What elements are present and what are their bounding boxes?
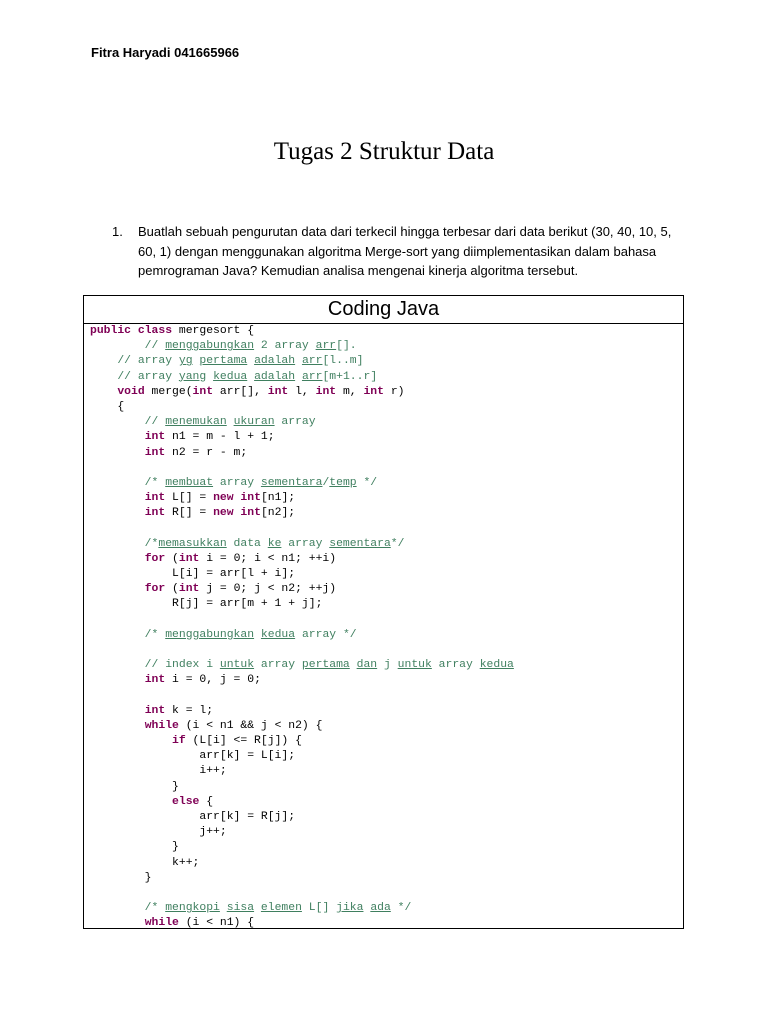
code-token: arr [315, 340, 337, 353]
code-token: []. [336, 340, 357, 353]
code-token: ( [165, 552, 179, 565]
code-line [90, 430, 683, 445]
code-token: new [213, 492, 234, 505]
code-token: [n2]; [260, 507, 296, 520]
code-token: L[] = [165, 492, 214, 505]
code-token: void [117, 385, 145, 398]
code-line [90, 916, 683, 929]
code-token: // [90, 340, 166, 353]
code-token: while [144, 917, 179, 929]
code-token: int [144, 492, 166, 505]
code-token: pertama [199, 355, 248, 368]
code-token: menggabungkan [165, 340, 255, 353]
code-token: j++; [90, 826, 227, 839]
code-line [90, 901, 683, 916]
code-token: int [240, 507, 261, 520]
code-token: kedua [213, 370, 248, 383]
code-token: menggabungkan [165, 628, 255, 641]
code-line [90, 749, 683, 764]
code-token: */ [390, 902, 412, 915]
code-token [90, 507, 145, 519]
code-token: R[] = [165, 507, 214, 520]
code-token: /* [90, 476, 166, 489]
question-text: Buatlah sebuah pengurutan data dari terkecil hingga terbesar dari data berikut (30, 40, 10, 5, 60, 1) dengan menggunakan algoritma Merge-sort yang diimplementasikan dalam bahasa pemrograman Java? Kemudian analisa mengenai kinerja algoritma tersebut. [138, 224, 672, 278]
code-token: while [144, 719, 179, 732]
code-token: } [90, 871, 152, 884]
code-token: L[] [301, 902, 337, 915]
code-token: int [192, 385, 214, 398]
code-token [90, 492, 145, 504]
code-line [90, 643, 683, 658]
code-token: / [322, 476, 330, 489]
code-token: k = l; [165, 704, 214, 717]
code-token: // index i [90, 659, 220, 672]
code-line [90, 719, 683, 734]
code-token: int [144, 431, 166, 444]
code-token: int [363, 385, 384, 398]
code-token: arr [301, 370, 323, 383]
code-token: (L[i] <= R[j]) { [185, 735, 302, 748]
code-line [90, 689, 683, 704]
code-line [90, 613, 683, 628]
code-token: array [274, 416, 316, 429]
code-token: [n1]; [260, 492, 296, 505]
code-token: adalah [254, 355, 296, 368]
code-line [90, 552, 683, 567]
code-token: menemukan [165, 416, 227, 429]
code-token: int [144, 446, 166, 459]
code-token: kedua [260, 628, 296, 641]
code-token: R[j] = arr[m + 1 + j]; [90, 598, 323, 611]
code-token [350, 659, 357, 671]
code-token: arr[k] = R[j]; [90, 811, 296, 823]
code-line [90, 354, 683, 369]
code-token: int [267, 385, 289, 398]
code-line [90, 582, 683, 597]
author-name: Fitra Haryadi 041665966 [91, 45, 240, 60]
code-token: // array [90, 355, 179, 368]
code-token: if [172, 735, 186, 748]
code-token [90, 720, 145, 732]
code-token: array [281, 537, 330, 550]
code-line [90, 370, 683, 385]
code-token: ( [165, 583, 179, 596]
code-token: untuk [219, 659, 255, 672]
code-token: (i < n1) { [178, 917, 255, 929]
code-token: array [431, 659, 480, 672]
code-table-header: Coding Java [84, 296, 683, 324]
code-token: mengkopi [165, 902, 220, 915]
code-token: temp [329, 476, 357, 489]
code-token [90, 431, 145, 443]
code-token: kedua [479, 659, 514, 672]
question-item [112, 222, 692, 281]
code-token: (i < n1 && j < n2) { [178, 719, 323, 732]
code-line [90, 673, 683, 688]
code-token: /* [90, 628, 166, 641]
document-title: Tugas 2 Struktur Data [273, 138, 495, 165]
code-line [90, 856, 683, 871]
code-token [90, 447, 145, 459]
code-token: L[i] = arr[l + i]; [90, 568, 296, 580]
code-token: r) [383, 385, 405, 398]
code-token: ke [267, 537, 282, 550]
code-token: j = 0; j < n2; ++j) [199, 583, 337, 596]
code-token: pertama [301, 659, 350, 672]
code-line [90, 324, 683, 339]
code-line [90, 734, 683, 749]
code-token [254, 902, 261, 914]
code-line [90, 461, 683, 476]
code-token: int [178, 552, 200, 565]
code-token: dan [356, 659, 378, 672]
code-token: yg [178, 355, 193, 368]
code-line [90, 871, 683, 886]
code-token: else [172, 795, 200, 808]
code-token: array [213, 476, 261, 489]
code-token: j [377, 659, 398, 672]
code-token: } [90, 780, 179, 793]
code-token: i++; [90, 765, 227, 778]
code-line [90, 840, 683, 855]
code-line [90, 476, 683, 491]
code-line [90, 658, 683, 673]
code-token: arr[k] = L[i]; [90, 750, 296, 763]
code-line [90, 506, 683, 521]
code-token: n2 = r - m; [165, 446, 248, 459]
code-line [90, 795, 683, 810]
code-token: int [144, 704, 166, 717]
code-token: [m+1..r] [322, 370, 378, 383]
code-line [90, 537, 683, 552]
code-token: { [199, 795, 214, 808]
code-token: for [144, 583, 166, 596]
code-token: */ [390, 537, 405, 550]
code-token: new [213, 507, 234, 520]
code-line [90, 810, 683, 825]
code-token: jika [336, 902, 364, 915]
code-token: sisa [226, 902, 255, 915]
code-token: arr [301, 355, 323, 368]
code-token: */ [356, 476, 378, 489]
code-token: l, [288, 385, 316, 398]
code-token: ukuran [233, 416, 275, 429]
code-block [84, 324, 683, 929]
code-token: /* [90, 537, 159, 550]
code-token: yang [178, 370, 207, 383]
code-token: n1 = m - l + 1; [165, 431, 275, 444]
code-token: int [178, 583, 200, 596]
code-token: int [240, 492, 261, 505]
code-line [90, 780, 683, 795]
code-token: int [315, 385, 337, 398]
code-token: data [226, 537, 268, 550]
code-token: merge( [144, 385, 193, 398]
code-line [90, 339, 683, 354]
code-line [90, 491, 683, 506]
code-token: k++; [90, 856, 200, 869]
code-token: for [144, 552, 166, 565]
code-token [227, 416, 234, 428]
code-line [90, 825, 683, 840]
question-number: 1. [112, 224, 123, 239]
code-token: int [144, 674, 166, 687]
code-token [90, 917, 145, 929]
code-token [90, 386, 117, 398]
code-line [90, 597, 683, 612]
code-token [90, 553, 145, 565]
code-table [83, 295, 684, 929]
code-token: untuk [397, 659, 432, 672]
code-line [90, 521, 683, 536]
code-line [90, 886, 683, 901]
code-line [90, 415, 683, 430]
code-token: m, [336, 385, 364, 398]
code-line [90, 567, 683, 582]
code-token: membuat [165, 476, 214, 489]
code-token [254, 629, 261, 641]
code-token [90, 705, 145, 717]
code-token: adalah [254, 370, 296, 383]
code-token: /* [90, 902, 166, 915]
code-token [295, 355, 302, 367]
code-token: memasukkan [158, 537, 227, 550]
code-token: i = 0; i < n1; ++i) [199, 552, 337, 565]
code-line [90, 764, 683, 779]
code-token: mergesort { [172, 325, 255, 337]
code-token: // [90, 416, 166, 429]
code-token: } [90, 841, 179, 854]
code-line [90, 446, 683, 461]
code-token [90, 583, 145, 595]
code-line [90, 385, 683, 400]
code-line [90, 628, 683, 643]
code-token: int [144, 507, 166, 520]
code-token [90, 674, 145, 686]
code-token: { [90, 400, 125, 413]
code-token [90, 735, 172, 747]
code-token: [l..m] [322, 355, 364, 368]
code-token: public class [90, 325, 173, 337]
code-line [90, 704, 683, 719]
code-token [295, 371, 302, 383]
code-token: arr[], [213, 385, 268, 398]
code-token [90, 796, 172, 808]
code-token: i = 0, j = 0; [165, 674, 261, 687]
code-token: // array [90, 370, 179, 383]
code-token: ada [370, 902, 391, 915]
code-line [90, 400, 683, 415]
code-token: elemen [260, 902, 302, 915]
code-token: array [254, 659, 302, 672]
code-token: array */ [295, 628, 357, 641]
code-token: sementara [260, 476, 323, 489]
code-token: 2 array [254, 340, 316, 353]
code-token [220, 902, 227, 914]
code-token: sementara [329, 537, 391, 550]
